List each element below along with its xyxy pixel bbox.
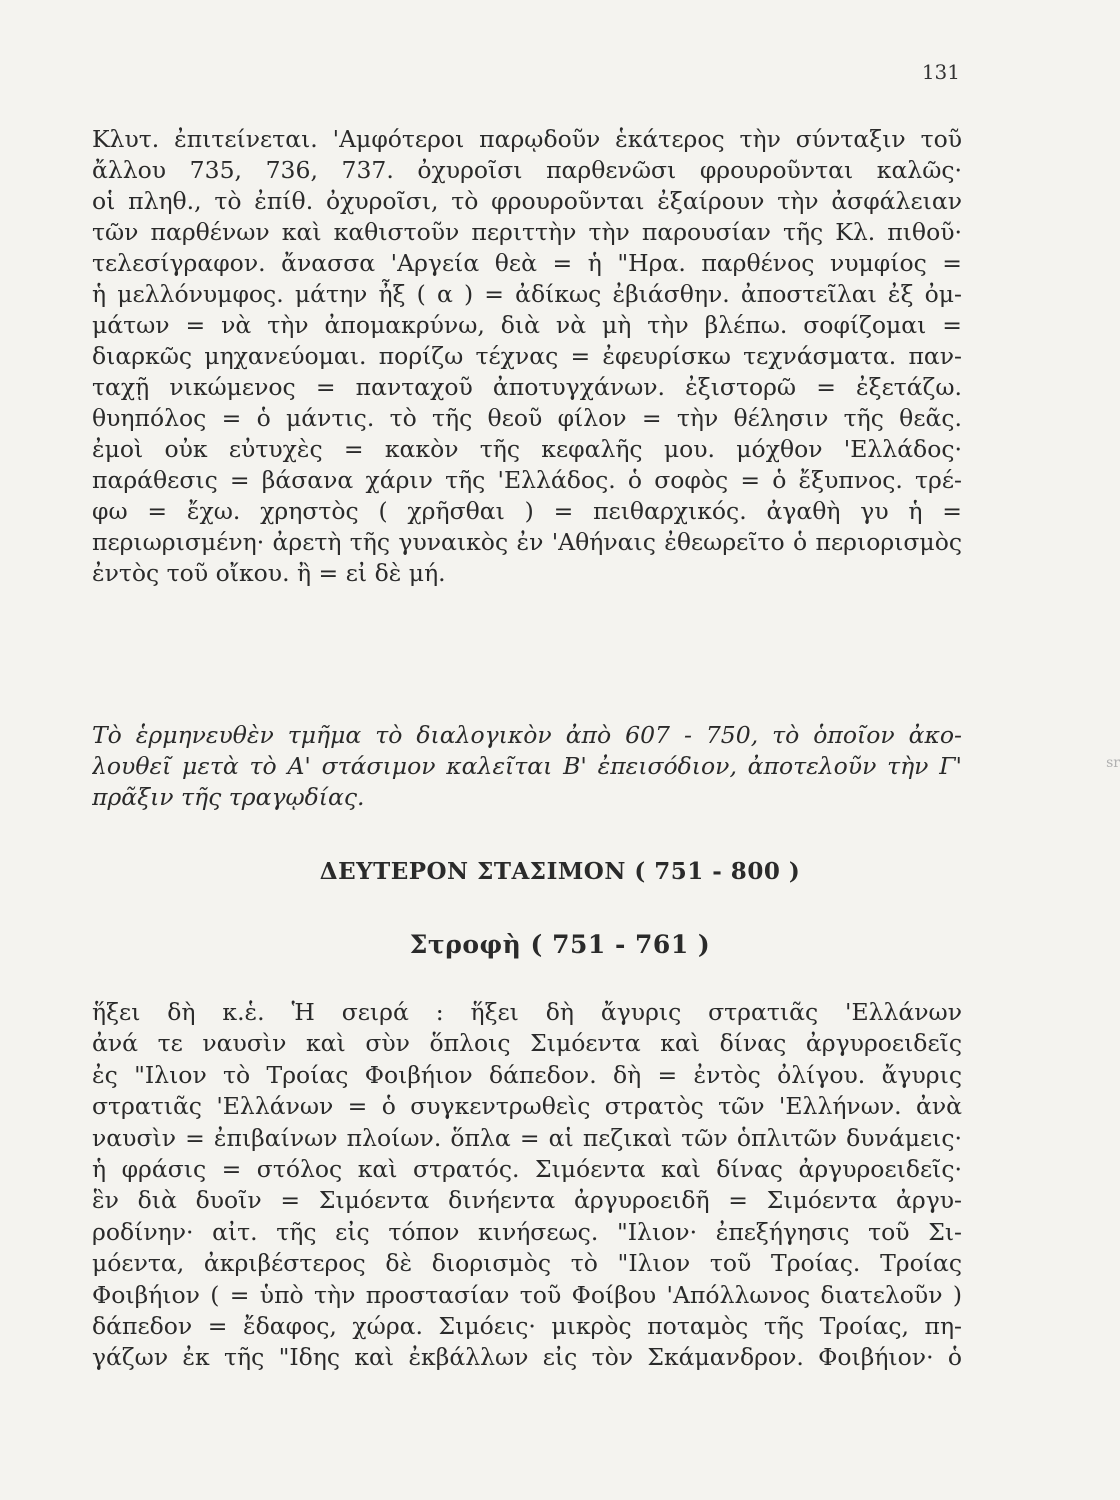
text-line: οἱ πληθ., τὸ ἐπίθ. ὀχυροῖσι, τὸ φρουροῦνται ἐξαίρουν τὴν ἀσφάλειαν <box>92 187 962 215</box>
text-line: ἐς "Ιλιον τὸ Τροίας Φοιβήιον δάπεδον. δὴ = ἐντὸς ὀλίγου. ἄγυρις <box>92 1060 962 1089</box>
text-line: διαρκῶς μηχανεύομαι. πορίζω τέχνας = ἐφευρίσκω τεχνάσματα. παν- <box>92 342 962 370</box>
text-line: ἄλλου 735, 736, 737. ὀχυροῖσι παρθενῶσι φρουροῦνται καλῶς· <box>92 156 962 184</box>
text-line: ἐμοὶ οὐκ εὐτυχὲς = κακὸν τῆς κεφαλῆς μου. μόχθον 'Ελλάδος· <box>92 435 962 463</box>
text-line: μόεντα, ἀκριβέστερος δὲ διορισμὸς τὸ "Ιλιον τοῦ Τροίας. Τροίας <box>92 1249 962 1278</box>
text-line: λουθεῖ μετὰ τὸ Α' στάσιμον καλεῖται Β' ἐπεισόδιον, ἀποτελοῦν τὴν Γ' <box>92 752 962 780</box>
commentary-paragraph-2 <box>92 997 962 1374</box>
text-line: φω = ἔχω. χρηστὸς ( χρῆσθαι ) = πειθαρχικός. ἀγαθὴ γυ ἡ = <box>92 497 962 525</box>
text-line: παράθεσις = βάσανα χάριν τῆς 'Ελλάδος. ὁ σοφὸς = ὁ ἔξυπνος. τρέ- <box>92 466 962 494</box>
text-line: περιωρισμένη· ἀρετὴ τῆς γυναικὸς ἐν 'Αθήναις ἐθεωρεῖτο ὁ περιορισμὸς <box>92 528 962 556</box>
text-line: Φοιβήιον ( = ὑπὸ τὴν προστασίαν τοῦ Φοίβου 'Απόλλωνος διατελοῦν ) <box>92 1280 962 1309</box>
text-line: ἡ φράσις = στόλος καὶ στρατός. Σιμόεντα καὶ δίνας ἀργυροειδεῖς· <box>92 1154 962 1183</box>
text-line: ἐντὸς τοῦ οἴκου. ἢ = εἰ δὲ μή. <box>92 559 446 587</box>
text-line: θυηπόλος = ὁ μάντις. τὸ τῆς θεοῦ φίλον = τὴν θέλησιν τῆς θεᾶς. <box>92 404 962 432</box>
text-line: μάτων = νὰ τὴν ἀπομακρύνω, διὰ νὰ μὴ τὴν βλέπω. σοφίζομαι = <box>92 311 962 339</box>
text-line: Τὸ ἑρμηνευθὲν τμῆμα τὸ διαλογικὸν ἀπὸ 607 - 750, τὸ ὁποῖον ἀκο- <box>92 721 962 749</box>
text-line: τῶν παρθένων καὶ καθιστοῦν περιττὴν τὴν παρουσίαν τῆς Κλ. πιθοῦ· <box>92 218 962 246</box>
text-line: δάπεδον = ἔδαφος, χώρα. Σιμόεις· μικρὸς ποταμὸς τῆς Τροίας, πη- <box>92 1311 962 1340</box>
text-line: ἓν διὰ δυοῖν = Σιμόεντα δινήεντα ἀργυροειδῆ = Σιμόεντα ἀργυ- <box>92 1186 962 1215</box>
text-line: ταχῇ νικώμενος = πανταχοῦ ἀποτυγχάνων. ἐξιστορῶ = ἐξετάζω. <box>92 373 962 401</box>
text-line: στρατιᾶς 'Ελλάνων = ὁ συγκεντρωθεὶς στρατὸς τῶν 'Ελλήνων. ἀνὰ <box>92 1092 962 1121</box>
text-line: ἥξει δὴ κ.ἑ. Ἡ σειρά : ἥξει δὴ ἄγυρις στρατιᾶς 'Ελλάνων <box>92 998 962 1026</box>
subsection-title: Στροφὴ ( 751 - 761 ) <box>409 930 711 959</box>
summary-paragraph <box>92 720 962 813</box>
text-line: ροδίνην· αἰτ. τῆς εἰς τόπον κινήσεως. "Ιλιον· ἐπεξήγησις τοῦ Σι- <box>92 1217 962 1246</box>
text-line: γάζων ἐκ τῆς "Ιδης καὶ ἐκβάλλων εἰς τὸν Σκάμανδρον. Φοιβήιον· ὁ <box>92 1343 962 1372</box>
section-title: ΔΕΥΤΕΡΟΝ ΣΤΑΣΙΜΟΝ ( 751 - 800 ) <box>319 858 801 885</box>
edge-mark: sr <box>1106 755 1120 771</box>
text-line: πρᾶξιν τῆς τραγῳδίας. <box>92 783 365 811</box>
commentary-paragraph-1 <box>92 124 962 589</box>
text-line: ἀνά τε ναυσὶν καὶ σὺν ὅπλοις Σιμόεντα καὶ δίνας ἀργυροειδεῖς <box>92 1029 962 1058</box>
text-line: Κλυτ. ἐπιτείνεται. 'Αμφότεροι παρῳδοῦν ἑκάτερος τὴν σύνταξιν τοῦ <box>92 125 962 153</box>
page-number: 131 <box>921 60 960 84</box>
text-line: ἡ μελλόνυμφος. μάτην ἦξ ( α ) = ἀδίκως ἐβιάσθην. ἀποστεῖλαι ἐξ ὀμ- <box>92 280 962 308</box>
text-line: ναυσὶν = ἐπιβαίνων πλοίων. ὅπλα = αἱ πεζικαὶ τῶν ὁπλιτῶν δυνάμεις· <box>92 1123 962 1152</box>
text-line: τελεσίγραφον. ἄνασσα 'Αργεία θεὰ = ἡ "Ηρα. παρθένος νυμφίος = <box>92 249 962 277</box>
